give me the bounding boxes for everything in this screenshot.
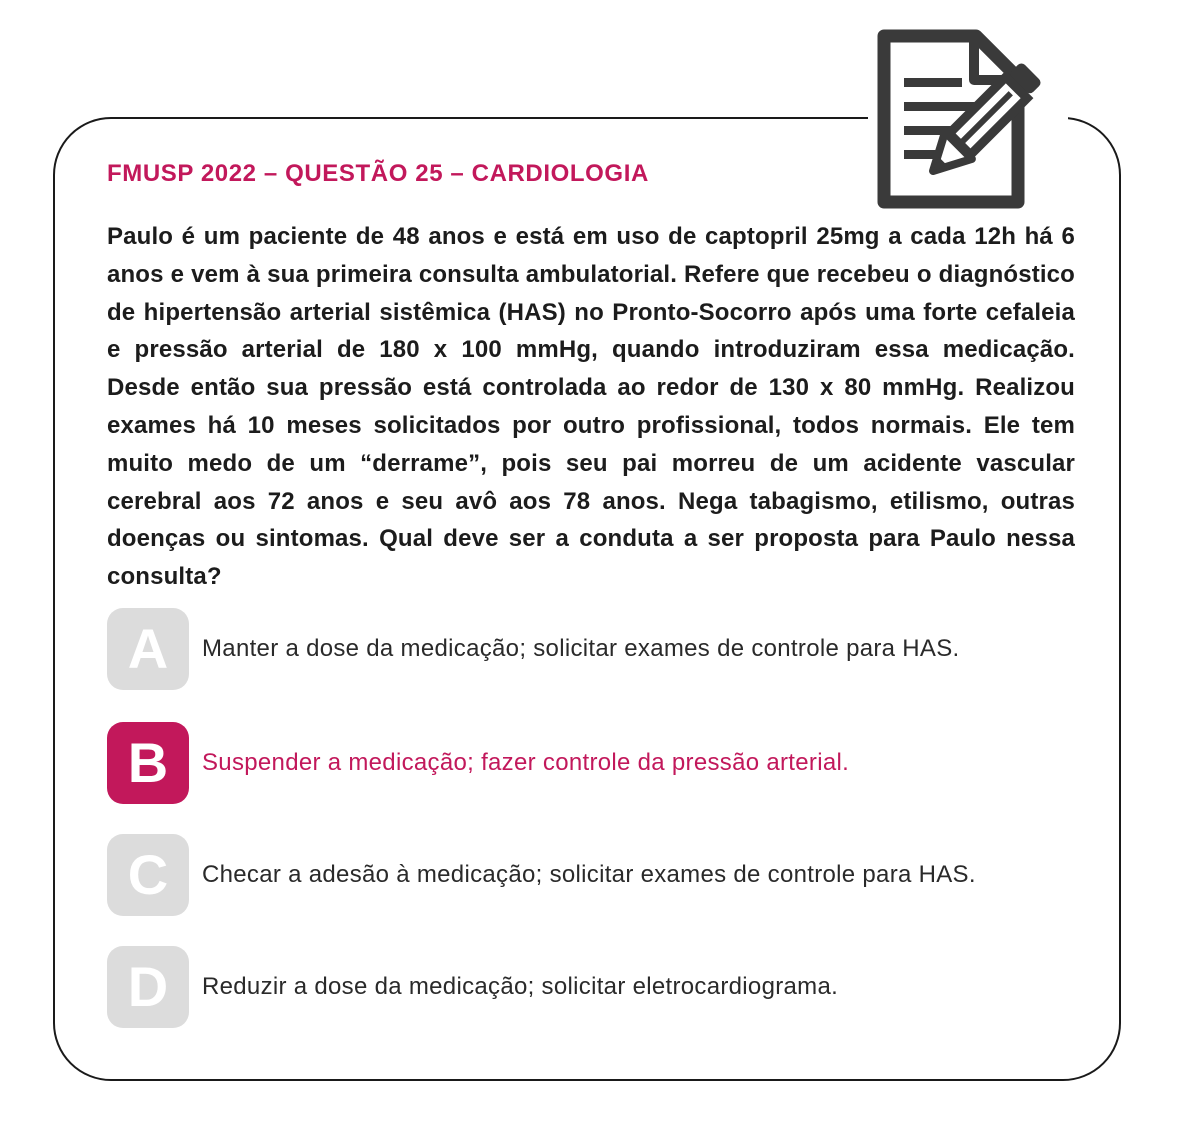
option-c-text: Checar a adesão à medicação; solicitar exames de controle para HAS. [202, 861, 976, 888]
question-text: Paulo é um paciente de 48 anos e está em uso de captopril 25mg a cada 12h há 6 anos e vem à sua primeira consulta ambulatorial. Refere que recebeu o diagnóstico de hipertensão arterial sistêmica (HAS) no Pronto-Socorro após uma forte cefaleia e pressão arterial de 180 x 100 mmHg, quando introduziram essa medicação. Desde então sua pressão está controlada ao redor de 130 x 80 mmHg. Realizou exames há 10 meses solicitados por outro profissional, todos normais. Ele tem muito medo de um “derrame”, pois seu pai morreu de um acidente vascular cerebral aos 72 anos e seu avô aos 78 anos. Nega tabagismo, etilismo, outras doenças ou sintomas. Qual deve ser a conduta a ser proposta para Paulo nessa consulta? [107, 223, 1075, 591]
option-d[interactable] [107, 946, 1107, 1028]
option-b[interactable] [107, 722, 1107, 804]
option-b-text: Suspender a medicação; fazer controle da pressão arterial. [202, 749, 850, 776]
option-c[interactable] [107, 834, 1107, 916]
option-d-badge: D [107, 946, 189, 1028]
option-c-badge: C [107, 834, 189, 916]
option-a[interactable] [107, 608, 1107, 690]
document-pencil-icon [868, 24, 1068, 214]
option-a-badge: A [107, 608, 189, 690]
option-d-text: Reduzir a dose da medicação; solicitar eletrocardiograma. [202, 973, 839, 1000]
question-header: FMUSP 2022 – QUESTÃO 25 – CARDIOLOGIA [107, 160, 649, 187]
option-b-badge: B [107, 722, 189, 804]
option-a-text: Manter a dose da medicação; solicitar exames de controle para HAS. [202, 635, 960, 662]
